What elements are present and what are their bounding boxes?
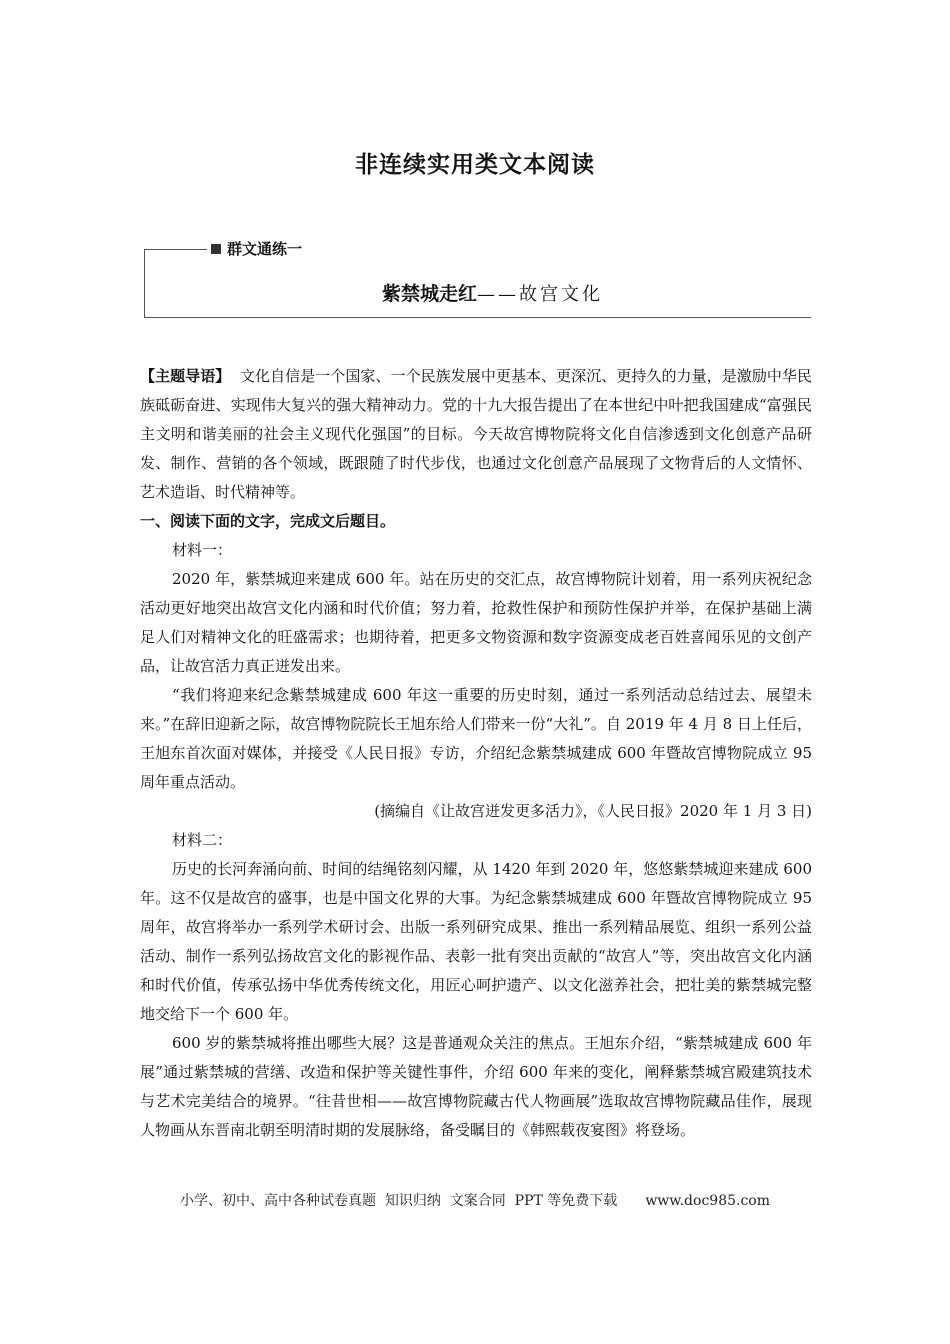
section-subtitle-rest: ——故宫文化 xyxy=(477,284,603,305)
material-two-label: 材料二： xyxy=(172,831,233,849)
material-one-paragraph-1: 2020 年，紫禁城迎来建成 600 年。站在历史的交汇点，故宫博物院计划着，用一系列庆祝纪念活动更好地突出故宫文化内涵和时代价值；努力着，抢救性保护和预防性保护并举，在保护基础上满足人们对精神文化的旺盛需求；也期待着，把更多文物资源和数字资源变成老百姓喜闻乐见的文创产品，让故宫活力真正迸发出来。 xyxy=(140,570,812,675)
intro-paragraph xyxy=(140,362,812,507)
page-title: 非连续实用类文本阅读 xyxy=(355,152,595,178)
material-one-label: 材料一： xyxy=(172,541,233,559)
page-footer xyxy=(0,1190,950,1210)
footer-site-link[interactable]: www.doc985.com xyxy=(645,1193,770,1209)
question-heading: 一、阅读下面的文字，完成文后题目。 xyxy=(140,512,396,530)
section-top-rule xyxy=(145,249,207,250)
material-one xyxy=(140,536,812,826)
footer-text: 小学、初中、高中各种试卷真题 知识归纳 文案合同 PPT 等免费下载 xyxy=(179,1193,618,1209)
intro-label: 【主题导语】 xyxy=(140,367,231,385)
section-header-box xyxy=(144,240,811,318)
section-label xyxy=(211,239,306,259)
material-one-paragraph-2: “我们将迎来纪念紫禁城建成 600 年这一重要的历史时刻，通过一系列活动总结过去、展望未来。”在辞旧迎新之际，故宫博物院院长王旭东给人们带来一份“大礼”。自 2019 年 4 月 8 日上任后，王旭东首次面对媒体，并接受《人民日报》专访，介绍纪念紫禁城建成 600 年暨故宫博物院成立 95 周年重点活动。 xyxy=(140,686,812,791)
intro-text: 文化自信是一个国家、一个民族发展中更基本、更深沉、更持久的力量，是激励中华民族砥砺奋进、实现伟大复兴的强大精神动力。党的十九大报告提出了在本世纪中叶把我国建成“富强民主文明和谐美丽的社会主义现代化强国”的目标。今天故宫博物院将文化自信渗透到文化创意产品研发、制作、营销的各个领域，既跟随了时代步伐，也通过文化创意产品展现了文物背后的人文情怀、艺术造诣、时代精神等。 xyxy=(140,367,812,501)
section-label-text: 群文通练一 xyxy=(227,240,303,258)
material-two-paragraph-2: 600 岁的紫禁城将推出哪些大展？这是普通观众关注的焦点。王旭东介绍，“紫禁城建成 600 年展”通过紫禁城的营缮、改造和保护等关键性事件，介绍 600 年来的变化，阐释紫禁城宫殿建筑技术与艺术完美结合的境界。“往昔世相——故宫博物院藏古代人物画展”选取故宫博物院藏品佳作，展现人物画从东晋南北朝至明清时期的发展脉络，备受瞩目的《韩熙载夜宴图》将登场。 xyxy=(140,1034,812,1139)
material-one-source: (摘编自《让故宫迸发更多活力》，《人民日报》2020 年 1 月 3 日) xyxy=(374,802,812,820)
square-bullet-icon xyxy=(211,244,221,254)
section-subtitle xyxy=(382,279,603,306)
section-subtitle-main: 紫禁城走红 xyxy=(381,283,477,305)
material-two xyxy=(140,826,812,1145)
material-two-paragraph-1: 历史的长河奔涌向前、时间的结绳铭刻闪耀，从 1420 年到 2020 年，悠悠紫禁城迎来建成 600 年。这不仅是故宫的盛事，也是中国文化界的大事。为纪念紫禁城建成 600 年暨故宫博物院成立 95 周年，故宫将举办一系列学术研讨会、出版一系列研究成果、推出一系列精品展览、组织一系列公益活动、制作一系列弘扬故宫文化的影视作品、表彰一批有突出贡献的“故宫人”等，突出故宫文化内涵和时代价值，传承弘扬中华优秀传统文化，用匠心呵护遗产、以文化滋养社会，把壮美的紫禁城完整地交给下一个 600 年。 xyxy=(140,860,812,1023)
